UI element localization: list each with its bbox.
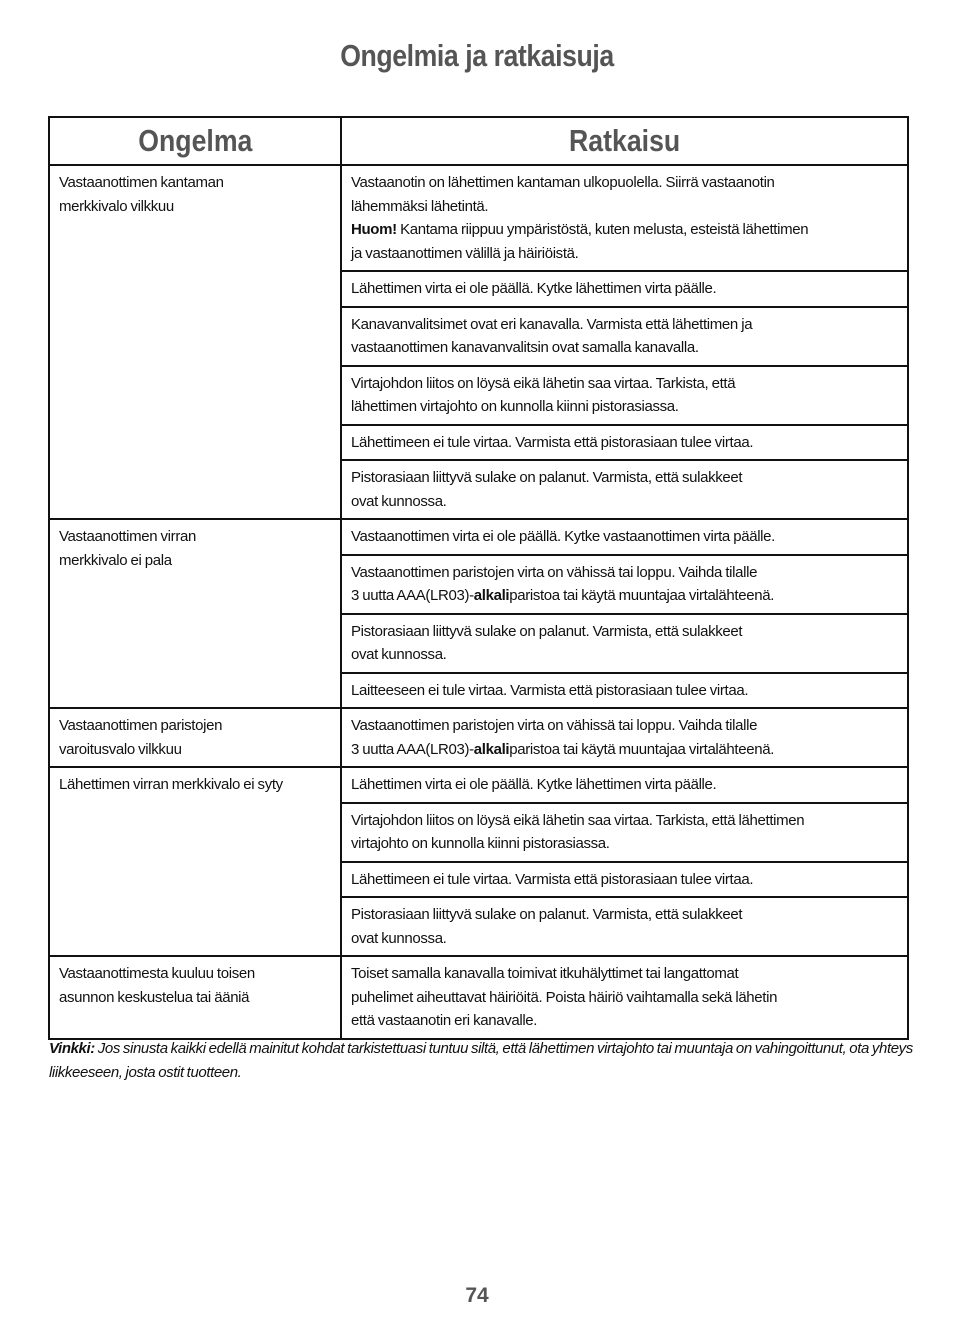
table-row: [49, 767, 908, 803]
problem-cell: Vastaanottimen kantaman merkkivalo vilkkuu: [49, 165, 341, 519]
solution-emphasis: Huom!: [351, 221, 397, 238]
problem-cell: Vastaanottimen virran merkkivalo ei pala: [49, 519, 341, 708]
tip-note: [49, 1037, 915, 1085]
table-row: [49, 956, 908, 1039]
solution-text-continued: paristoa tai käytä muuntajaa virtalähteenä.: [509, 740, 775, 758]
solution-text: Vastaanottimen paristojen virta on vähissä tai loppu. Vaihda tilalle 3 uutta AAA(LR03)-: [351, 563, 758, 604]
problem-cell: Vastaanottimen paristojen varoitusvalo vilkkuu: [49, 708, 341, 767]
solution-text: Lähettimeen ei tule virtaa. Varmista että pistorasiaan tulee virtaa.: [351, 433, 754, 451]
solution-text: Kanavanvalitsimet ovat eri kanavalla. Varmista että lähettimen ja vastaanottimen kanavanvalitsin ovat samalla kanavalla.: [351, 315, 753, 356]
problem-cell: Lähettimen virran merkkivalo ei syty: [49, 767, 341, 956]
solution-text: Vastaanotin on lähettimen kantaman ulkopuolella. Siirrä vastaanotin lähemmäksi lähetintä.: [351, 174, 775, 215]
table-row: [49, 708, 908, 767]
problem-cell: Vastaanottimesta kuuluu toisen asunnon keskustelua tai ääniä: [49, 956, 341, 1039]
solution-text: Lähettimen virta ei ole päällä. Kytke lähettimen virta päälle.: [351, 776, 717, 793]
solution-text: Pistorasiaan liittyvä sulake on palanut. Varmista, että sulakkeet ovat kunnossa.: [351, 469, 743, 510]
solution-text: Vastaanottimen virta ei ole päällä. Kytke vastaanottimen virta päälle.: [351, 528, 775, 545]
column-header-problem: [49, 117, 341, 165]
solution-text-continued: Kantama riippuu ympäristöstä, kuten melusta, esteistä lähettimen ja vastaanottimen välillä ja häiriöistä.: [351, 221, 809, 262]
solution-cell: [341, 165, 908, 271]
solution-cell: [341, 271, 908, 307]
tip-text: Jos sinusta kaikki edellä mainitut kohdat tarkistettuasi tuntuu siltä, että lähettimen virtajohto tai muuntaja on vahingoittunut, ota yhteys liikkeeseen, josta ostit tuotteen.: [49, 1040, 913, 1081]
solution-text: Laitteeseen ei tule virtaa. Varmista että pistorasiaan tulee virtaa.: [351, 681, 749, 699]
table-row: [49, 519, 908, 555]
solution-text: Toiset samalla kanavalla toimivat itkuhälyttimet tai langattomat puhelimet aiheuttavat häiriöitä. Poista häiriö vaihtamalla sekä lähetin että vastaanotin eri kanavalle.: [351, 965, 778, 1029]
page-title: Ongelmia ja ratkaisuja: [340, 38, 614, 73]
tip-label: Vinkki:: [49, 1040, 95, 1057]
solution-emphasis: alkali: [473, 740, 510, 758]
solution-text: Vastaanottimen paristojen virta on vähissä tai loppu. Vaihda tilalle 3 uutta AAA(LR03)-: [351, 717, 758, 758]
table-row: [49, 165, 908, 271]
solution-cell: [341, 614, 908, 673]
solution-cell: [341, 956, 908, 1039]
solution-cell: [341, 708, 908, 767]
solution-cell: [341, 460, 908, 519]
solution-cell: [341, 307, 908, 366]
solution-cell: [341, 803, 908, 862]
solution-cell: [341, 767, 908, 803]
solution-text: Virtajohdon liitos on löysä eikä lähetin saa virtaa. Tarkista, että lähettimen virtajohto on kunnolla kiinni pistorasiassa.: [351, 811, 805, 852]
solution-emphasis: alkali: [473, 587, 510, 604]
solution-cell: [341, 897, 908, 956]
solution-text: Lähettimen virta ei ole päällä. Kytke lähettimen virta päälle.: [351, 280, 717, 297]
table-body: [49, 165, 908, 1039]
solution-cell: [341, 519, 908, 555]
solution-text: Virtajohdon liitos on löysä eikä lähetin saa virtaa. Tarkista, että lähettimen virtajohto on kunnolla kiinni pistorasiassa.: [351, 374, 736, 415]
solution-text: Pistorasiaan liittyvä sulake on palanut. Varmista, että sulakkeet ovat kunnossa.: [351, 906, 743, 947]
column-header-solution: [341, 117, 908, 165]
solution-cell: [341, 673, 908, 709]
solution-cell: [341, 425, 908, 461]
solution-text: Lähettimeen ei tule virtaa. Varmista että pistorasiaan tulee virtaa.: [351, 870, 754, 888]
column-header-problem-label: Ongelma: [137, 123, 253, 158]
solution-cell: [341, 366, 908, 425]
solution-cell: [341, 862, 908, 898]
page-number: 74: [465, 1284, 489, 1307]
table-header-row: [49, 117, 908, 165]
solution-text: Pistorasiaan liittyvä sulake on palanut. Varmista, että sulakkeet ovat kunnossa.: [351, 622, 743, 663]
troubleshooting-table: [48, 116, 909, 1040]
solution-text-continued: paristoa tai käytä muuntajaa virtalähteenä.: [509, 587, 775, 604]
solution-cell: [341, 555, 908, 614]
column-header-solution-label: Ratkaisu: [568, 123, 681, 158]
